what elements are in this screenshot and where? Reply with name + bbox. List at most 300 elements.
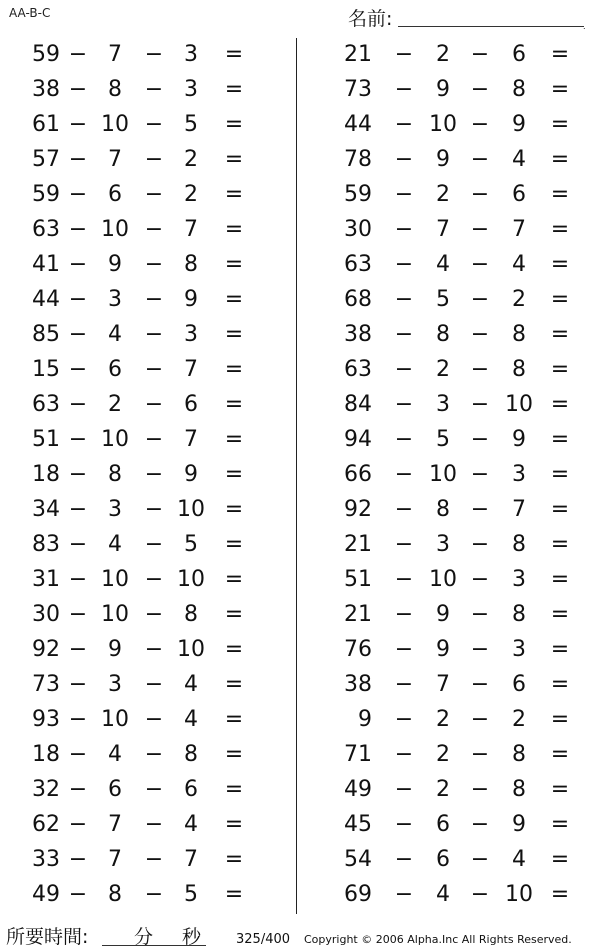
operand-a: 54: [344, 847, 372, 872]
problem-row: [0, 353, 270, 388]
minus-sign: −: [394, 392, 414, 417]
problem-row: [0, 38, 270, 73]
problem-row: [0, 668, 270, 703]
problem-row: [328, 528, 598, 563]
minus-sign: −: [68, 217, 88, 242]
operand-b: 3: [436, 392, 450, 417]
operand-c: 3: [512, 637, 526, 662]
operand-c: 8: [184, 742, 198, 767]
operand-b: 8: [108, 882, 122, 907]
operand-a: 94: [344, 427, 372, 452]
operand-b: 4: [108, 322, 122, 347]
minus-sign: −: [144, 567, 164, 592]
operand-c: 9: [512, 427, 526, 452]
problem-row: [328, 458, 598, 493]
minus-sign: −: [144, 182, 164, 207]
operand-a: 15: [32, 357, 60, 382]
operand-b: 9: [436, 637, 450, 662]
minus-sign: −: [144, 42, 164, 67]
operand-c: 9: [512, 812, 526, 837]
operand-b: 9: [436, 602, 450, 627]
minus-sign: −: [394, 182, 414, 207]
operand-a: 51: [32, 427, 60, 452]
operand-a: 76: [344, 637, 372, 662]
operand-b: 10: [429, 567, 457, 592]
operand-c: 6: [512, 182, 526, 207]
problem-row: [328, 318, 598, 353]
minus-sign: −: [394, 217, 414, 242]
problem-row: [0, 318, 270, 353]
operand-a: 18: [32, 742, 60, 767]
minus-sign: −: [470, 287, 490, 312]
minus-sign: −: [68, 882, 88, 907]
operand-c: 8: [512, 77, 526, 102]
operand-c: 6: [184, 777, 198, 802]
minus-sign: −: [144, 427, 164, 452]
operand-a: 59: [32, 42, 60, 67]
equals-sign: =: [224, 462, 244, 487]
operand-b: 4: [108, 742, 122, 767]
operand-c: 3: [512, 567, 526, 592]
operand-c: 3: [184, 322, 198, 347]
operand-c: 10: [177, 637, 205, 662]
operand-a: 63: [32, 392, 60, 417]
problem-row: [328, 38, 598, 73]
minus-sign: −: [470, 322, 490, 347]
operand-a: 34: [32, 497, 60, 522]
minus-sign: −: [68, 672, 88, 697]
minus-sign: −: [68, 602, 88, 627]
minus-sign: −: [470, 602, 490, 627]
operand-a: 69: [344, 882, 372, 907]
equals-sign: =: [550, 182, 570, 207]
minus-sign: −: [68, 357, 88, 382]
problem-row: [0, 108, 270, 143]
operand-c: 10: [177, 497, 205, 522]
operand-b: 3: [436, 532, 450, 557]
operand-a: 57: [32, 147, 60, 172]
right-problem-column: [328, 38, 598, 913]
equals-sign: =: [550, 602, 570, 627]
operand-a: 63: [344, 252, 372, 277]
minus-sign: −: [470, 392, 490, 417]
operand-b: 5: [436, 427, 450, 452]
problem-row: [328, 353, 598, 388]
equals-sign: =: [550, 392, 570, 417]
name-input-line[interactable]: [398, 26, 584, 27]
operand-b: 7: [108, 42, 122, 67]
minus-sign: −: [394, 287, 414, 312]
operand-c: 2: [512, 287, 526, 312]
operand-c: 7: [184, 847, 198, 872]
operand-a: 31: [32, 567, 60, 592]
problem-row: [328, 108, 598, 143]
equals-sign: =: [550, 42, 570, 67]
equals-sign: =: [224, 847, 244, 872]
operand-b: 6: [108, 777, 122, 802]
equals-sign: =: [224, 77, 244, 102]
minus-sign: −: [144, 532, 164, 557]
operand-b: 2: [436, 357, 450, 382]
minus-sign: −: [144, 322, 164, 347]
operand-b: 10: [101, 707, 129, 732]
problem-row: [0, 388, 270, 423]
operand-c: 5: [184, 882, 198, 907]
operand-b: 6: [436, 847, 450, 872]
operand-c: 9: [184, 287, 198, 312]
operand-c: 7: [184, 357, 198, 382]
minus-sign: −: [470, 112, 490, 137]
equals-sign: =: [550, 777, 570, 802]
minus-sign: −: [394, 147, 414, 172]
operand-c: 7: [184, 427, 198, 452]
problem-row: [328, 423, 598, 458]
equals-sign: =: [550, 322, 570, 347]
operand-c: 5: [184, 532, 198, 557]
minus-sign: −: [68, 637, 88, 662]
problem-row: [328, 178, 598, 213]
problem-row: [0, 633, 270, 668]
minus-sign: −: [394, 532, 414, 557]
operand-a: 45: [344, 812, 372, 837]
operand-c: 4: [512, 847, 526, 872]
minus-sign: −: [394, 882, 414, 907]
problem-row: [328, 143, 598, 178]
equals-sign: =: [224, 322, 244, 347]
operand-b: 2: [108, 392, 122, 417]
problem-row: [0, 458, 270, 493]
operand-c: 9: [184, 462, 198, 487]
operand-b: 10: [429, 112, 457, 137]
problem-row: [0, 143, 270, 178]
operand-b: 7: [108, 847, 122, 872]
minus-sign: −: [470, 742, 490, 767]
minus-sign: −: [394, 427, 414, 452]
operand-c: 7: [184, 217, 198, 242]
minus-sign: −: [394, 112, 414, 137]
operand-b: 9: [108, 637, 122, 662]
problem-row: [0, 248, 270, 283]
operand-a: 84: [344, 392, 372, 417]
operand-a: 41: [32, 252, 60, 277]
equals-sign: =: [224, 287, 244, 312]
operand-c: 4: [184, 812, 198, 837]
equals-sign: =: [550, 462, 570, 487]
equals-sign: =: [224, 217, 244, 242]
equals-sign: =: [550, 812, 570, 837]
minus-sign: −: [144, 497, 164, 522]
operand-c: 6: [512, 42, 526, 67]
minus-sign: −: [470, 497, 490, 522]
equals-sign: =: [224, 532, 244, 557]
equals-sign: =: [224, 182, 244, 207]
minus-sign: −: [68, 77, 88, 102]
minus-sign: −: [470, 812, 490, 837]
equals-sign: =: [224, 567, 244, 592]
operand-c: 8: [512, 357, 526, 382]
minus-sign: −: [68, 567, 88, 592]
operand-a: 78: [344, 147, 372, 172]
problem-row: [328, 563, 598, 598]
problem-row: [0, 598, 270, 633]
operand-a: 33: [32, 847, 60, 872]
minus-sign: −: [144, 672, 164, 697]
operand-a: 73: [344, 77, 372, 102]
operand-a: 71: [344, 742, 372, 767]
operand-b: 2: [436, 777, 450, 802]
problem-row: [328, 703, 598, 738]
operand-b: 7: [108, 147, 122, 172]
operand-c: 8: [512, 777, 526, 802]
minus-sign: −: [470, 847, 490, 872]
minus-sign: −: [144, 742, 164, 767]
minus-sign: −: [394, 497, 414, 522]
equals-sign: =: [550, 357, 570, 382]
operand-a: 9: [358, 707, 372, 732]
worksheet-code: AA-B-C: [9, 6, 51, 20]
operand-c: 3: [184, 42, 198, 67]
equals-sign: =: [224, 427, 244, 452]
minus-sign: −: [68, 777, 88, 802]
problem-row: [0, 808, 270, 843]
operand-a: 92: [344, 497, 372, 522]
operand-b: 10: [101, 112, 129, 137]
operand-b: 2: [436, 707, 450, 732]
equals-sign: =: [550, 147, 570, 172]
problem-row: [0, 738, 270, 773]
operand-b: 8: [436, 497, 450, 522]
minus-sign: −: [470, 462, 490, 487]
operand-c: 10: [177, 567, 205, 592]
equals-sign: =: [550, 112, 570, 137]
equals-sign: =: [224, 602, 244, 627]
problem-row: [328, 773, 598, 808]
name-line-end-dot: .: [583, 22, 586, 31]
equals-sign: =: [224, 742, 244, 767]
minus-sign: −: [394, 707, 414, 732]
minus-sign: −: [470, 252, 490, 277]
equals-sign: =: [224, 147, 244, 172]
operand-a: 92: [32, 637, 60, 662]
minus-sign: −: [144, 147, 164, 172]
operand-c: 10: [505, 392, 533, 417]
equals-sign: =: [224, 707, 244, 732]
column-divider: [296, 38, 297, 914]
minus-sign: −: [68, 427, 88, 452]
minus-sign: −: [470, 42, 490, 67]
operand-c: 6: [512, 672, 526, 697]
operand-c: 2: [184, 182, 198, 207]
problem-row: [328, 213, 598, 248]
operand-b: 3: [108, 497, 122, 522]
equals-sign: =: [224, 357, 244, 382]
problem-row: [0, 528, 270, 563]
operand-c: 6: [184, 392, 198, 417]
operand-a: 30: [32, 602, 60, 627]
minus-sign: −: [144, 217, 164, 242]
minus-sign: −: [470, 182, 490, 207]
time-required-label: 所要時間:: [6, 926, 89, 948]
equals-sign: =: [550, 532, 570, 557]
minus-sign: −: [394, 252, 414, 277]
operand-b: 8: [436, 322, 450, 347]
minus-sign: −: [68, 42, 88, 67]
problem-row: [0, 773, 270, 808]
operand-c: 10: [505, 882, 533, 907]
minus-sign: −: [394, 462, 414, 487]
minus-sign: −: [470, 217, 490, 242]
minus-sign: −: [394, 637, 414, 662]
minus-sign: −: [144, 847, 164, 872]
problem-row: [0, 703, 270, 738]
operand-a: 85: [32, 322, 60, 347]
operand-a: 32: [32, 777, 60, 802]
operand-a: 38: [344, 322, 372, 347]
minus-sign: −: [68, 252, 88, 277]
operand-b: 9: [436, 77, 450, 102]
minus-sign: −: [68, 462, 88, 487]
equals-sign: =: [550, 567, 570, 592]
minus-sign: −: [68, 707, 88, 732]
minus-sign: −: [68, 182, 88, 207]
problem-row: [0, 423, 270, 458]
equals-sign: =: [550, 427, 570, 452]
minus-sign: −: [470, 147, 490, 172]
operand-b: 7: [108, 812, 122, 837]
equals-sign: =: [224, 392, 244, 417]
minus-sign: −: [394, 847, 414, 872]
operand-b: 9: [108, 252, 122, 277]
operand-b: 7: [436, 217, 450, 242]
equals-sign: =: [224, 777, 244, 802]
operand-b: 3: [108, 672, 122, 697]
equals-sign: =: [224, 497, 244, 522]
operand-a: 49: [32, 882, 60, 907]
minus-sign: −: [394, 672, 414, 697]
minus-sign: −: [394, 357, 414, 382]
problem-row: [328, 493, 598, 528]
minus-sign: −: [470, 882, 490, 907]
minus-sign: −: [394, 777, 414, 802]
operand-b: 2: [436, 742, 450, 767]
operand-c: 3: [512, 462, 526, 487]
minus-sign: −: [470, 427, 490, 452]
problem-row: [328, 248, 598, 283]
equals-sign: =: [550, 77, 570, 102]
problem-row: [328, 878, 598, 913]
minus-sign: −: [470, 357, 490, 382]
operand-b: 4: [108, 532, 122, 557]
equals-sign: =: [224, 252, 244, 277]
operand-c: 4: [512, 147, 526, 172]
operand-a: 83: [32, 532, 60, 557]
operand-c: 8: [184, 602, 198, 627]
problem-row: [0, 493, 270, 528]
equals-sign: =: [550, 497, 570, 522]
equals-sign: =: [550, 742, 570, 767]
page-number: 325/400: [236, 932, 291, 947]
operand-a: 51: [344, 567, 372, 592]
operand-a: 63: [32, 217, 60, 242]
minus-sign: −: [68, 147, 88, 172]
problem-row: [0, 878, 270, 913]
minus-sign: −: [68, 112, 88, 137]
operand-a: 49: [344, 777, 372, 802]
operand-a: 73: [32, 672, 60, 697]
operand-b: 9: [436, 147, 450, 172]
equals-sign: =: [550, 252, 570, 277]
operand-a: 44: [344, 112, 372, 137]
minus-sign: −: [68, 847, 88, 872]
operand-c: 3: [184, 77, 198, 102]
minus-sign: −: [144, 357, 164, 382]
minus-sign: −: [470, 707, 490, 732]
operand-b: 10: [101, 217, 129, 242]
problem-row: [328, 633, 598, 668]
operand-b: 10: [101, 602, 129, 627]
minus-sign: −: [144, 462, 164, 487]
equals-sign: =: [224, 112, 244, 137]
operand-b: 5: [436, 287, 450, 312]
minus-sign: −: [144, 707, 164, 732]
problem-row: [328, 388, 598, 423]
seconds-label: 秒: [182, 926, 202, 948]
operand-c: 2: [512, 707, 526, 732]
problem-row: [0, 213, 270, 248]
operand-a: 18: [32, 462, 60, 487]
minus-sign: −: [144, 602, 164, 627]
operand-a: 59: [32, 182, 60, 207]
equals-sign: =: [550, 637, 570, 662]
minus-sign: −: [470, 77, 490, 102]
operand-b: 6: [108, 357, 122, 382]
operand-c: 5: [184, 112, 198, 137]
operand-c: 2: [184, 147, 198, 172]
minus-sign: −: [470, 777, 490, 802]
problem-row: [0, 283, 270, 318]
operand-b: 10: [101, 427, 129, 452]
equals-sign: =: [224, 637, 244, 662]
operand-c: 8: [512, 742, 526, 767]
minus-sign: −: [68, 392, 88, 417]
problem-row: [328, 598, 598, 633]
operand-b: 2: [436, 182, 450, 207]
minus-sign: −: [394, 77, 414, 102]
equals-sign: =: [550, 217, 570, 242]
operand-c: 4: [184, 672, 198, 697]
operand-b: 2: [436, 42, 450, 67]
minus-sign: −: [68, 532, 88, 557]
minus-sign: −: [470, 567, 490, 592]
equals-sign: =: [550, 287, 570, 312]
minus-sign: −: [68, 812, 88, 837]
operand-b: 3: [108, 287, 122, 312]
operand-a: 62: [32, 812, 60, 837]
equals-sign: =: [550, 707, 570, 732]
minus-sign: −: [394, 602, 414, 627]
operand-c: 7: [512, 497, 526, 522]
equals-sign: =: [224, 42, 244, 67]
minutes-label: 分: [134, 926, 154, 948]
operand-a: 21: [344, 42, 372, 67]
operand-c: 4: [512, 252, 526, 277]
operand-c: 4: [184, 707, 198, 732]
minus-sign: −: [144, 812, 164, 837]
problem-row: [328, 738, 598, 773]
operand-b: 4: [436, 882, 450, 907]
operand-b: 10: [429, 462, 457, 487]
minus-sign: −: [144, 287, 164, 312]
